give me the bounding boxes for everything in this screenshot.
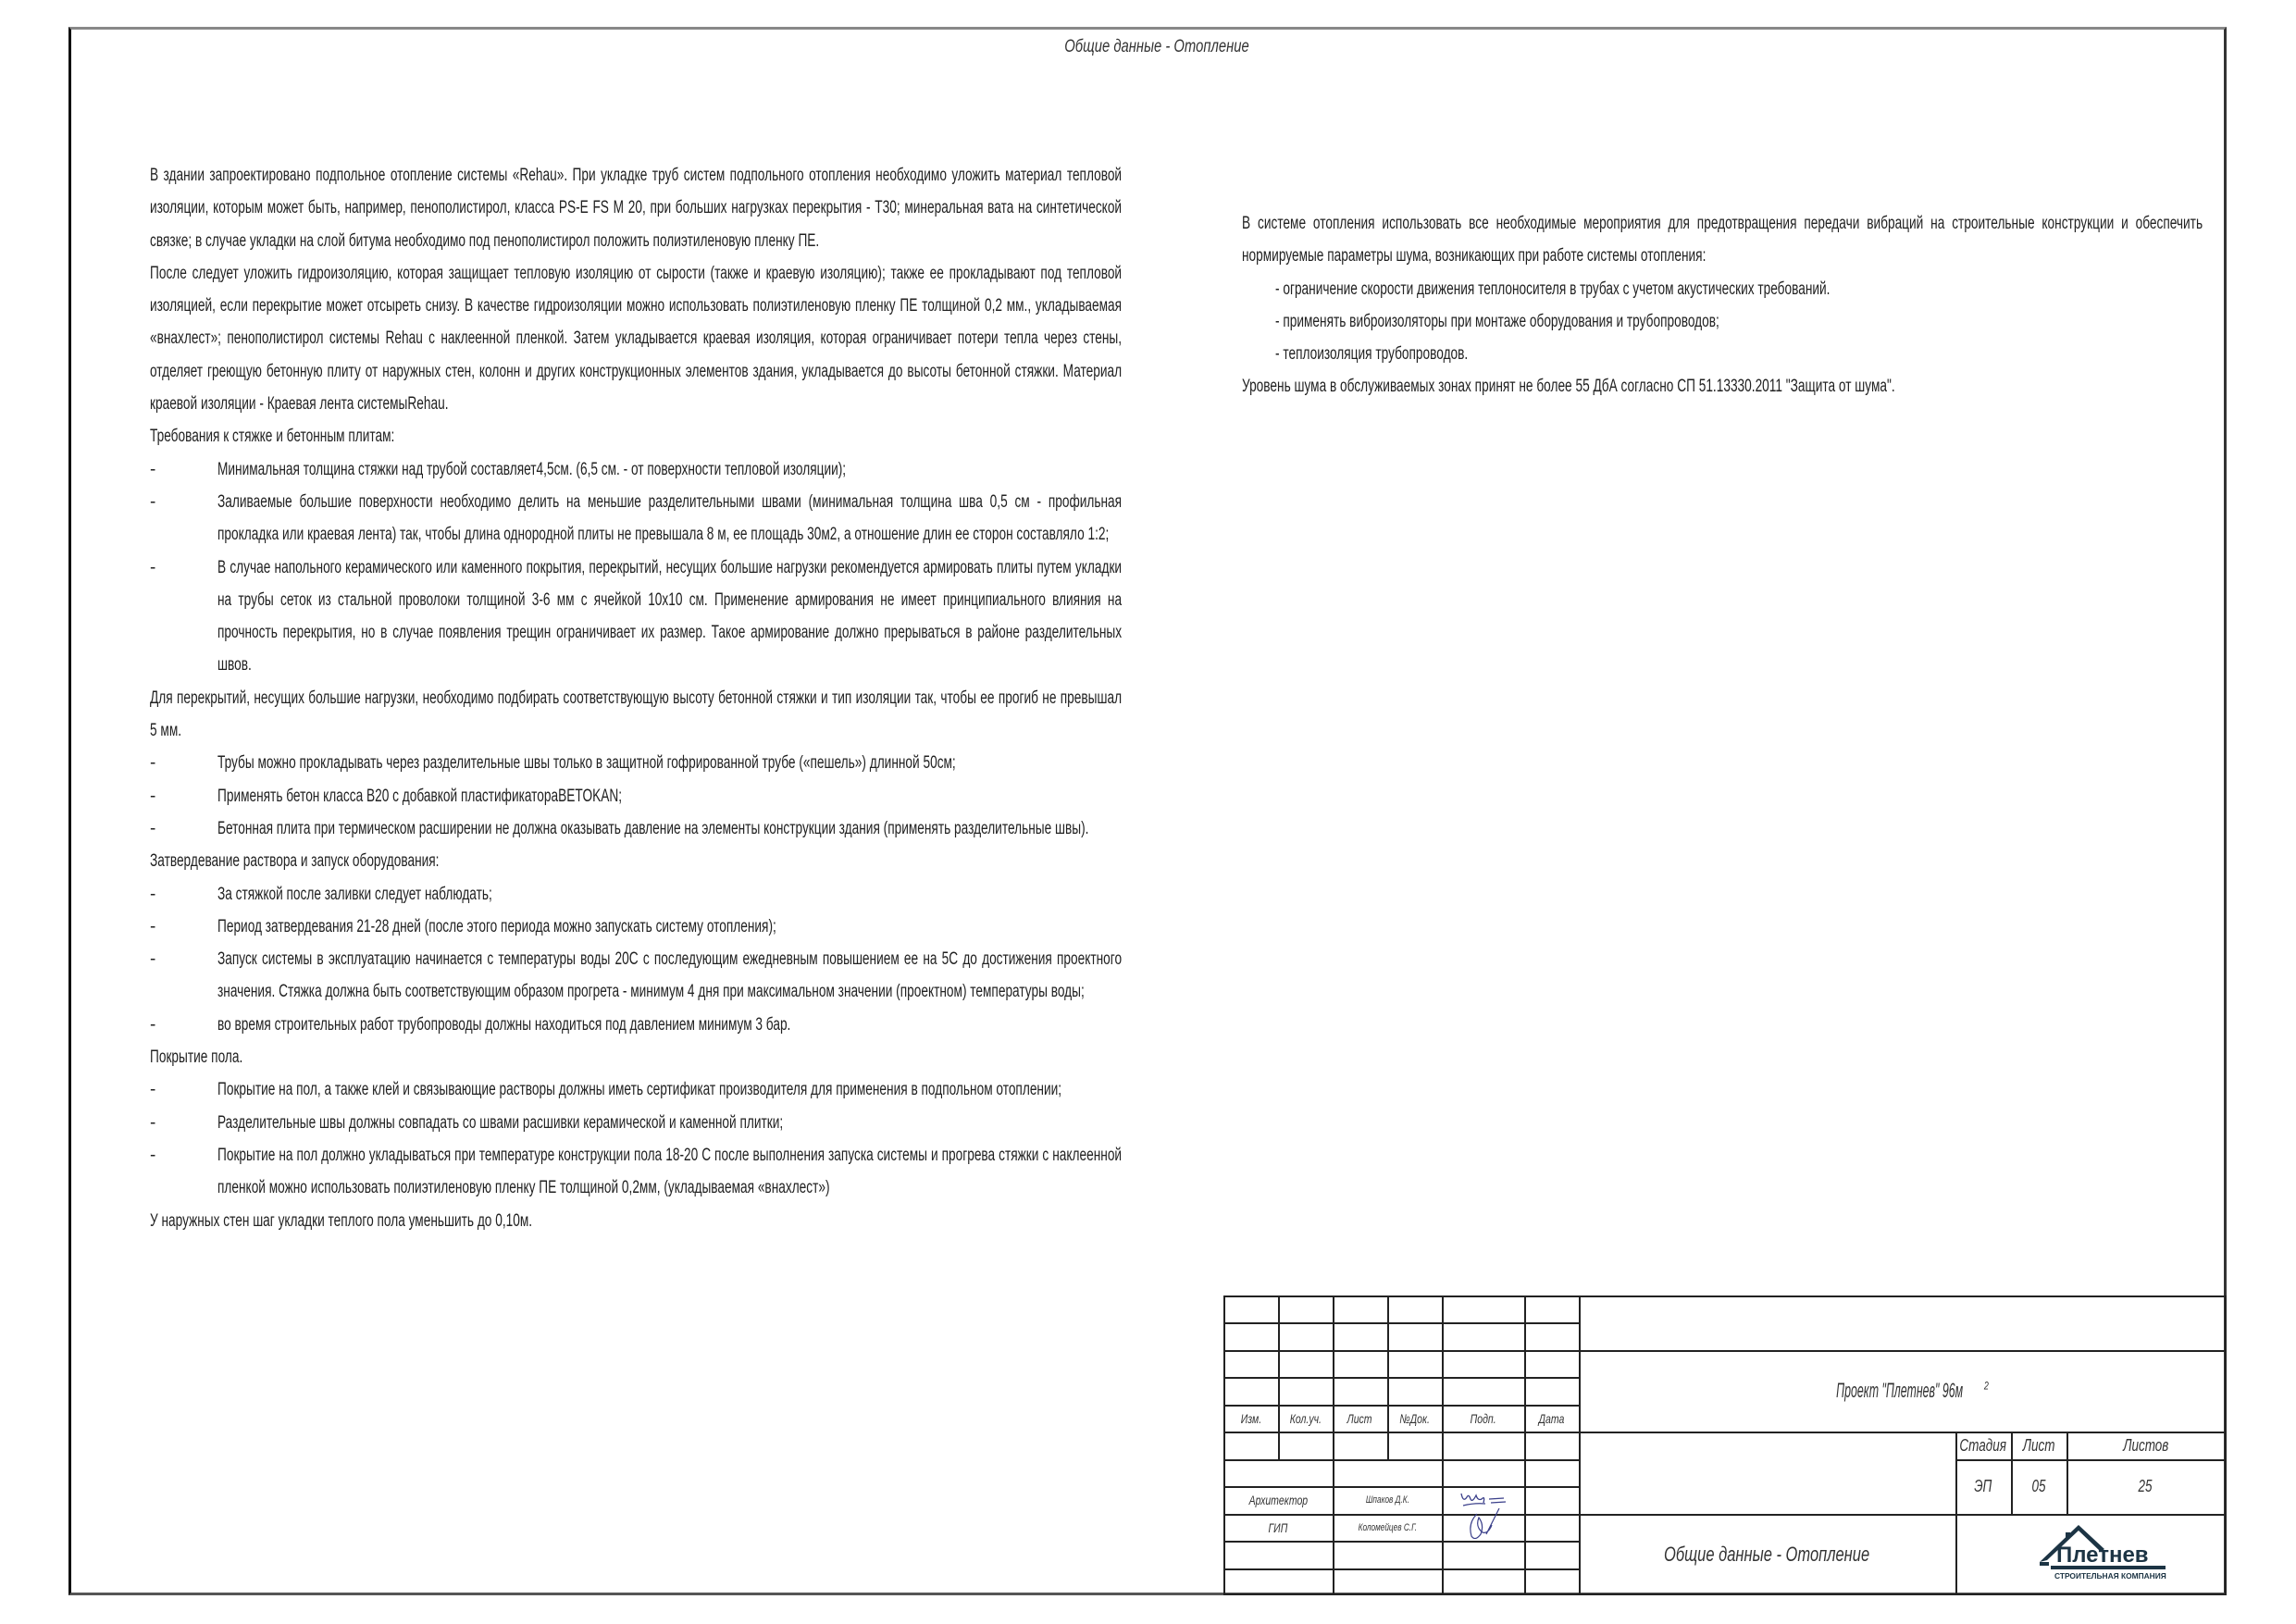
bullet-text: Покрытие на пол должно укладываться при температуре конструкции пола 18-20 С после выполнения запуска системы и прогрева стяжки с наклеенной пленкой можно использовать полиэтиленовую пленку ПЕ толщиной 0,2мм, (укладываемая «внахлест») <box>217 1145 1123 1198</box>
project-name: Проект "Плетнев" 96м $^2$ <box>1836 1379 1989 1402</box>
bullet-item <box>150 878 1122 911</box>
house-roof-icon <box>2038 1525 2177 1586</box>
sheet-value: 05 <box>2031 1477 2046 1495</box>
header-kol-uch: Кол.уч. <box>1289 1410 1322 1426</box>
bullet-item <box>150 812 1122 845</box>
paragraph: Для перекрытий, несущих большие нагрузки, необходимо подбирать соответствующую высоту бетонной стяжки и тип изоляции так, чтобы ее прогиб не превышал 5 мм. <box>150 688 1123 741</box>
paragraph: У наружных стен шаг укладки теплого пола уменьшить до 0,10м. <box>150 1210 533 1231</box>
page-header-title: Общие данные - Отопление <box>1064 37 1249 56</box>
bullet-item <box>150 780 1122 812</box>
stamp-line <box>1442 1295 1444 1595</box>
left-text-column <box>150 159 1122 1237</box>
bullet-dash: - <box>150 1080 156 1100</box>
bullet-dash: - <box>150 1112 156 1133</box>
right-intro-paragraph: В системе отопления использовать все необходимые мероприятия для предотвращения передачи вибраций на строительные конструкции и обеспечить нормируемые параметры шума, возникающих при работе системы отопления: <box>1242 214 2203 267</box>
stamp-line <box>1223 1295 1225 1595</box>
right-list-item: - применять виброизоляторы при монтаже оборудования и трубопроводов; <box>1275 311 1719 331</box>
bullet-dash: - <box>150 491 156 512</box>
bullet-text: Разделительные швы должны совпадать со швами расшивки керамической и каменной плитки; <box>217 1112 784 1133</box>
signature-gip <box>1442 1506 1524 1543</box>
stamp-line <box>1278 1295 1280 1459</box>
bullet-text: За стяжкой после заливки следует наблюдать; <box>217 884 492 904</box>
bullet-item <box>150 453 1122 486</box>
bullet-item <box>150 747 1122 779</box>
bullet-text: В случае напольного керамического или каменного покрытия, перекрытий, несущих большие нагрузки рекомендуется армировать плиты путем укладки на трубы сеток из стальной проволоки толщиной 3-6 мм с ячейкой 10х10 см. Применение армирования не имеет принципиального влияния на прочность перекрытия, но в случае появления трещин ограничивает их размер. Такое армирование должно прерываться в районе разделительных швов. <box>217 557 1123 676</box>
bullet-item <box>150 1073 1122 1106</box>
bullet-text: Бетонная плита при термическом расширении не должна оказывать давление на элементы конструкции здания (применять разделительные швы). <box>217 818 1089 838</box>
stamp-line <box>1223 1295 2227 1297</box>
sheets-label: Листов <box>2122 1435 2169 1455</box>
bullet-text: Минимальная толщина стяжки над трубой составляет4,5см. (6,5 см. - от поверхности тепловой изоляции); <box>217 459 847 479</box>
bullet-text: Заливаемые большие поверхности необходимо делить на меньшие разделительными швами (минимальная толщина шва 0,5 см - профильная прокладка или краевая лента) так, чтобы длина однородной плиты не превышала 8 м, ее площадь 30м2, а отношение длин ее сторон составляло 1:2; <box>217 491 1123 545</box>
bullet-item <box>150 486 1122 552</box>
stage-label: Стадия <box>1959 1435 2007 1455</box>
sheet-label: Лист <box>2022 1435 2055 1455</box>
header-izm: Изм. <box>1240 1410 1261 1426</box>
bullet-item <box>150 1009 1122 1041</box>
header-signature: Подп. <box>1470 1410 1496 1426</box>
logo-tagline: СТРОИТЕЛЬНАЯ КОМПАНИЯ <box>2054 1571 2166 1581</box>
signature-kolomeytsev-icon <box>1460 1506 1507 1543</box>
header-doc-number: №Док. <box>1399 1410 1430 1426</box>
bullet-dash: - <box>150 786 156 806</box>
stamp-line <box>2225 1295 2227 1595</box>
right-list-item: - ограничение скорости движения теплоносителя в трубах с учетом акустических требований. <box>1275 279 1831 299</box>
bullet-item <box>150 911 1122 943</box>
bullet-item <box>150 552 1122 682</box>
bullet-dash: - <box>150 753 156 774</box>
bullet-dash: - <box>150 916 156 936</box>
bullet-dash: - <box>150 557 156 577</box>
stamp-line <box>1524 1295 1526 1595</box>
sheet-title: Общие данные - Отопление <box>1664 1543 1870 1566</box>
company-logo <box>2038 1525 2177 1586</box>
sheets-value: 25 <box>2138 1477 2153 1495</box>
header-date: Дата <box>1538 1410 1565 1426</box>
bullet-dash: - <box>150 884 156 904</box>
title-block <box>1223 1295 2227 1595</box>
bullet-text: Покрытие на пол, а также клей и связывающие растворы должны иметь сертификат производителя для применения в подпольном отоплении; <box>217 1080 1062 1100</box>
right-list-item: - теплоизоляция трубопроводов. <box>1275 344 1469 365</box>
paragraph: Затвердевание раствора и запуск оборудования: <box>150 851 440 872</box>
right-text-column <box>1242 207 2203 403</box>
bullet-dash: - <box>150 459 156 479</box>
logo-name: Плетнев <box>2056 1543 2149 1568</box>
stamp-line <box>1333 1295 1334 1595</box>
name-architect: Шпаков Д.К. <box>1365 1494 1409 1506</box>
stamp-line <box>1387 1295 1389 1459</box>
bullet-item <box>150 1107 1122 1139</box>
bullet-dash: - <box>150 818 156 838</box>
bullet-item <box>150 943 1122 1009</box>
role-architect: Архитектор <box>1248 1493 1308 1507</box>
paragraph: После следует уложить гидроизоляцию, которая защищает тепловую изоляцию от сырости (также и краевую изоляцию); также ее прокладывают под тепловой изоляцией, если перекрытие может отсыреть снизу. В качестве гидроизоляции можно использовать полиэтиленовую пленку ПЕ толщиной 0,2 мм., укладываемая «внахлест»; пенополистирол системы Rehau с наклеенной пленкой. Затем укладывается краевая изоляция, которая ограничивает потери тепла через стены, отделяет греющую бетонную плиту от наружных стен, колонн и других конструкционных элементов здания, укладывается до высоты бетонной стяжки. Материал краевой изоляции - Краевая лента системыRehau. <box>150 263 1123 415</box>
role-gip: ГИП <box>1268 1519 1288 1535</box>
bullet-text: во время строительных работ трубопроводы должны находиться под давлением минимум 3 бар. <box>217 1014 791 1035</box>
paragraph: Требования к стяжке и бетонным плитам: <box>150 427 395 447</box>
bullet-dash: - <box>150 1145 156 1165</box>
paragraph: Покрытие пола. <box>150 1048 243 1068</box>
bullet-dash: - <box>150 1014 156 1035</box>
name-gip: Коломейцев С.Г. <box>1358 1521 1417 1533</box>
paragraph: В здании запроектировано подпольное отопление системы «Rehau». При укладке труб систем подпольного отопления необходимо уложить материал тепловой изоляции, которым может быть, например, пенополистирол, класса PS-E FS M 20, при больших нагрузках перекрытия - Т30; минеральная вата на синтетической связке; в случае укладки на слой битума необходимо под пенополистирол положить полиэтиленовую пленку ПЕ. <box>150 166 1123 251</box>
bullet-text: Запуск системы в эксплуатацию начинается с температуры воды 20С с последующим ежедневным повышением ее на 5С до достижения проектного значения. Стяжка должна быть соответствующим образом прогрета - минимум 4 дня при максимальном значении (проектном) температуры воды; <box>217 949 1123 1002</box>
bullet-text: Трубы можно прокладывать через разделительные швы только в защитной гофрированной трубе («пешель») длинной 50см; <box>217 753 956 774</box>
bullet-text: Применять бетон класса В20 с добавкой пластификатораBETOKAN; <box>217 786 623 806</box>
header-list: Лист <box>1347 1410 1373 1426</box>
bullet-item <box>150 1139 1122 1205</box>
stage-value: ЭП <box>1974 1477 1992 1495</box>
bullet-dash: - <box>150 949 156 970</box>
bullet-text: Период затвердевания 21-28 дней (после этого периода можно запускать систему отопления); <box>217 916 776 936</box>
right-outro-paragraph: Уровень шума в обслуживаемых зонах принят не более 55 ДбА согласно СП 51.13330.2011 "Защита от шума". <box>1242 377 1895 397</box>
